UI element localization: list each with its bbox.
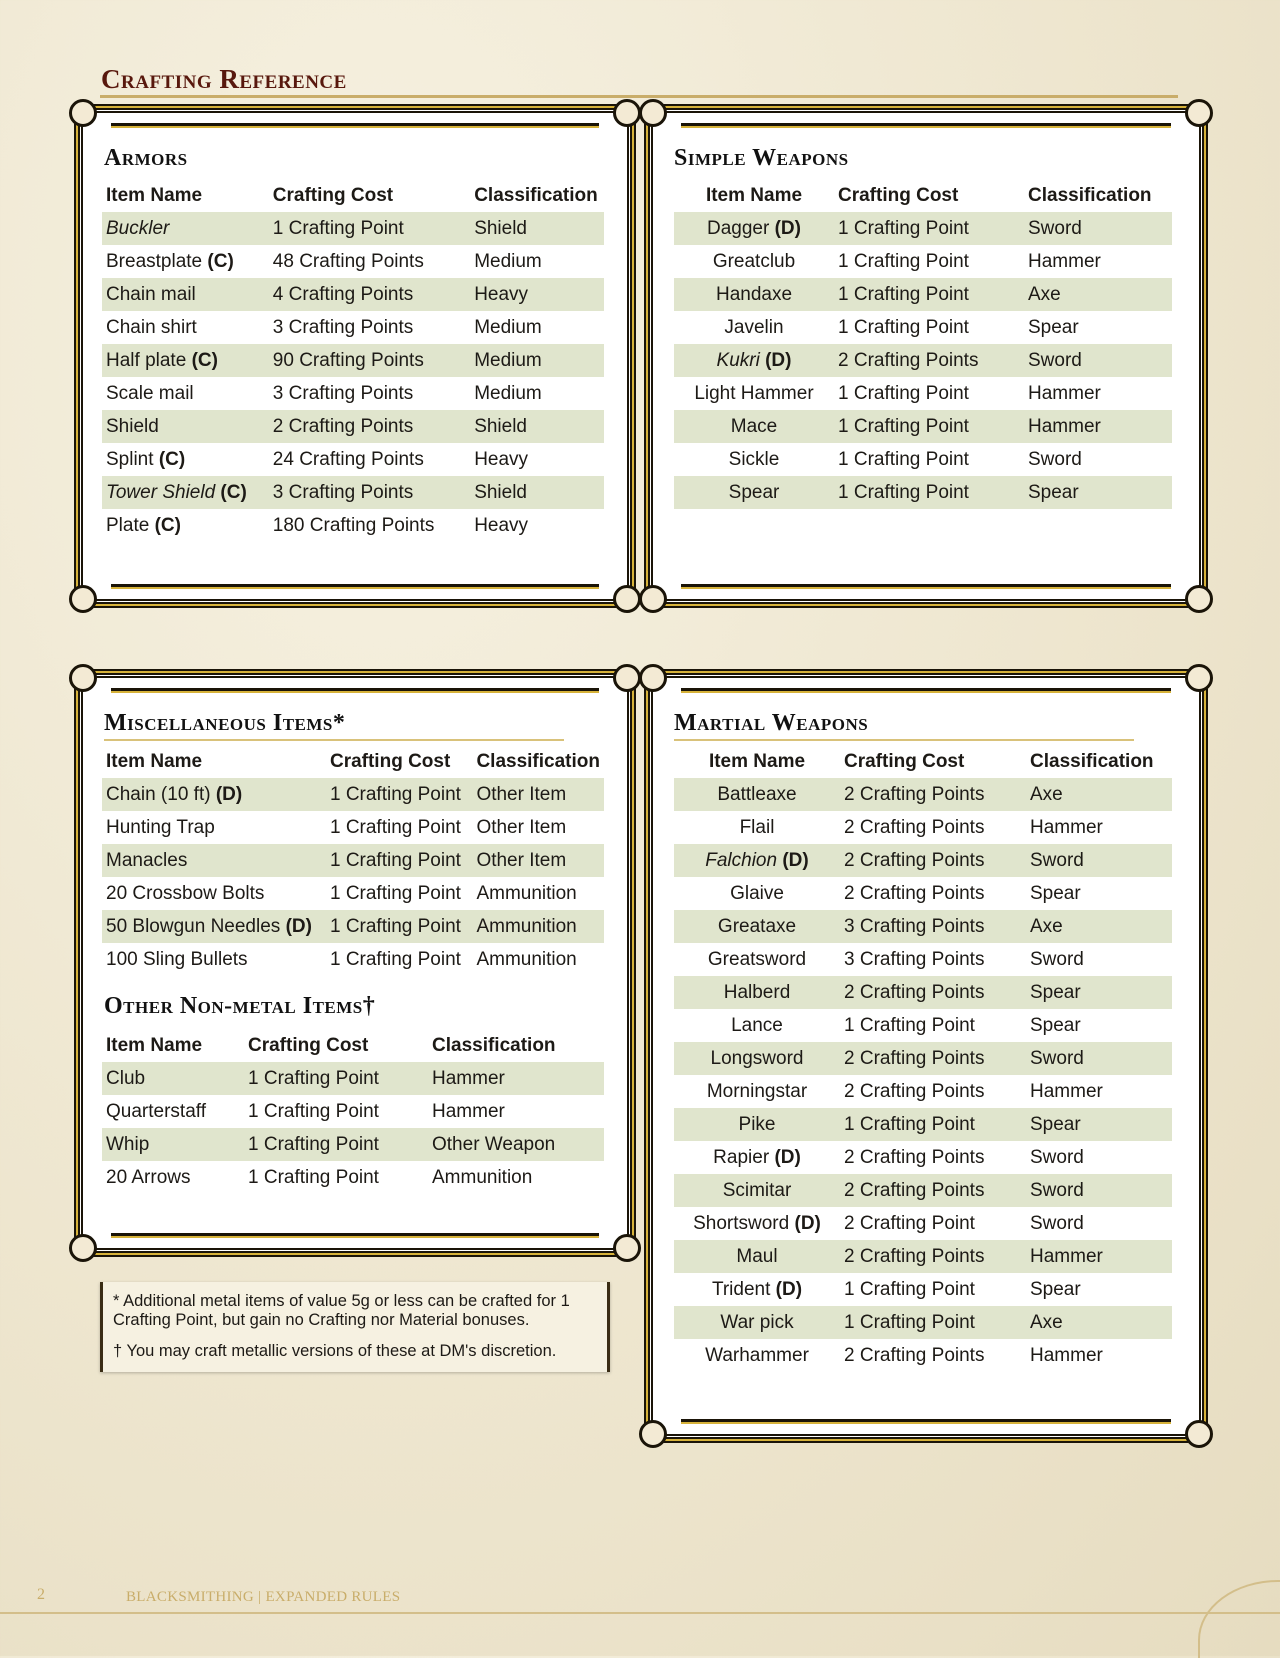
item-tag: (D) xyxy=(774,1146,801,1168)
classification-cell: Sword xyxy=(1026,1141,1172,1174)
simple-weapons-title: Simple Weapons xyxy=(674,145,849,171)
item-name: Greatsword xyxy=(707,948,807,970)
table-row xyxy=(102,476,604,509)
item-tag: (D) xyxy=(215,783,243,805)
crafting-cost-cell: 2 Crafting Points xyxy=(840,778,1026,811)
item-name: War pick xyxy=(720,1311,794,1333)
item-name-cell xyxy=(674,1174,840,1207)
classification-cell: Hammer xyxy=(1024,245,1172,278)
crafting-cost-cell: 3 Crafting Points xyxy=(840,943,1026,976)
crafting-cost-cell: 24 Crafting Points xyxy=(269,443,470,476)
item-name-cell xyxy=(102,910,326,943)
footnote-dagger: † You may craft metallic versions of these at DM's discretion. xyxy=(113,1342,557,1360)
item-name: Breastplate xyxy=(106,250,203,272)
table-row xyxy=(674,910,1172,943)
item-name-cell xyxy=(102,811,326,844)
item-name-cell xyxy=(102,877,326,910)
classification-cell: Axe xyxy=(1026,778,1172,811)
misc-title: Miscellaneous Items* xyxy=(104,710,564,741)
classification-cell: Other Item xyxy=(472,778,604,811)
item-name: Flail xyxy=(739,816,775,838)
classification-cell: Shield xyxy=(470,212,604,245)
classification-cell: Spear xyxy=(1026,1108,1172,1141)
classification-cell: Hammer xyxy=(428,1095,604,1128)
table-header-row xyxy=(102,1030,604,1062)
classification-cell: Spear xyxy=(1024,311,1172,344)
column-header: Item Name xyxy=(106,1035,203,1056)
item-name-cell xyxy=(674,1108,840,1141)
column-header: Crafting Cost xyxy=(838,185,959,206)
table-row xyxy=(674,1174,1172,1207)
classification-cell: Medium xyxy=(470,245,604,278)
classification-cell: Ammunition xyxy=(472,877,604,910)
item-name: Halberd xyxy=(723,981,791,1003)
crafting-cost-cell: 2 Crafting Points xyxy=(840,811,1026,844)
item-name-cell xyxy=(674,811,840,844)
crafting-cost-cell: 1 Crafting Point xyxy=(834,278,1024,311)
footnote-asterisk: * Additional metal items of value 5g or less can be crafted for 1 Crafting Point, but gain no Crafting nor Material bonuses. xyxy=(113,1292,570,1329)
table-row xyxy=(674,1009,1172,1042)
classification-cell: Spear xyxy=(1026,976,1172,1009)
item-name-cell xyxy=(102,278,269,311)
item-name-cell xyxy=(102,778,326,811)
crafting-cost-cell: 3 Crafting Points xyxy=(269,476,470,509)
item-tag: (C) xyxy=(158,448,186,470)
table-row xyxy=(674,278,1172,311)
crafting-cost-cell: 48 Crafting Points xyxy=(269,245,470,278)
item-name-cell xyxy=(674,1009,840,1042)
item-tag: (C) xyxy=(207,250,234,272)
table-row xyxy=(102,844,604,877)
column-header: Crafting Cost xyxy=(844,751,965,772)
item-name: 100 Sling Bullets xyxy=(106,948,248,970)
table-row xyxy=(102,245,604,278)
classification-cell: Ammunition xyxy=(472,910,604,943)
item-name-cell xyxy=(102,509,269,542)
crafting-cost-cell: 4 Crafting Points xyxy=(269,278,470,311)
item-tag: (D) xyxy=(794,1212,821,1234)
classification-cell: Spear xyxy=(1026,1009,1172,1042)
item-name: Morningstar xyxy=(706,1080,808,1102)
crafting-cost-cell: 2 Crafting Points xyxy=(840,1042,1026,1075)
item-name-cell xyxy=(674,943,840,976)
table-row xyxy=(102,509,604,542)
classification-cell: Heavy xyxy=(470,509,604,542)
martial-weapons-table xyxy=(674,746,1172,1372)
item-name: 20 Arrows xyxy=(106,1166,191,1188)
item-name: Club xyxy=(106,1067,146,1089)
classification-cell: Sword xyxy=(1026,844,1172,877)
item-name: Trident xyxy=(711,1278,771,1300)
martial-weapons-title: Martial Weapons xyxy=(674,710,1134,741)
table-row xyxy=(102,778,604,811)
classification-cell: Sword xyxy=(1024,443,1172,476)
item-name: Battleaxe xyxy=(717,783,797,805)
table-row xyxy=(674,245,1172,278)
item-name-cell xyxy=(102,476,269,509)
item-name: Greatclub xyxy=(712,250,796,272)
item-name: Shortsword xyxy=(693,1212,790,1234)
crafting-cost-cell: 1 Crafting Point xyxy=(840,1306,1026,1339)
table-row xyxy=(674,1141,1172,1174)
misc-table xyxy=(102,746,604,976)
table-row xyxy=(102,1062,604,1095)
item-tag: (D) xyxy=(765,349,792,371)
item-tag: (C) xyxy=(191,349,218,371)
classification-cell: Axe xyxy=(1026,1306,1172,1339)
item-name: Chain (10 ft) xyxy=(106,783,211,805)
item-name: Glaive xyxy=(730,882,784,904)
classification-cell: Axe xyxy=(1024,278,1172,311)
item-name: Javelin xyxy=(724,316,784,338)
crafting-cost-cell: 3 Crafting Points xyxy=(840,910,1026,943)
classification-cell: Sword xyxy=(1026,943,1172,976)
table-row xyxy=(674,311,1172,344)
item-name-cell xyxy=(102,410,269,443)
item-name: Falchion xyxy=(705,849,778,871)
item-name-cell xyxy=(102,943,326,976)
item-name: Handaxe xyxy=(715,283,793,305)
item-name: Maul xyxy=(736,1245,778,1267)
crafting-cost-cell: 2 Crafting Point xyxy=(840,1207,1026,1240)
classification-cell: Hammer xyxy=(1026,1075,1172,1108)
item-name: Buckler xyxy=(106,217,170,239)
item-name: 20 Crossbow Bolts xyxy=(106,882,265,904)
table-header-row xyxy=(102,746,604,778)
table-row xyxy=(674,1339,1172,1372)
column-header: Classification xyxy=(1030,751,1154,772)
item-tag: (D) xyxy=(782,849,809,871)
table-row xyxy=(674,443,1172,476)
simple-weapons-table xyxy=(674,180,1172,509)
classification-cell: Ammunition xyxy=(472,943,604,976)
item-name-cell xyxy=(674,1075,840,1108)
item-name-cell xyxy=(674,844,840,877)
item-name: Tower Shield xyxy=(106,481,216,503)
item-tag: (C) xyxy=(154,514,181,536)
item-tag: (D) xyxy=(285,915,312,937)
table-row xyxy=(102,1095,604,1128)
classification-cell: Axe xyxy=(1026,910,1172,943)
item-tag: (D) xyxy=(775,1278,803,1300)
item-name-cell xyxy=(102,443,269,476)
footer-text: BLACKSMITHING | EXPANDED RULES xyxy=(126,1589,401,1605)
table-row xyxy=(674,1207,1172,1240)
crafting-cost-cell: 1 Crafting Point xyxy=(326,877,472,910)
item-name-cell xyxy=(674,1207,840,1240)
classification-cell: Hammer xyxy=(1026,1339,1172,1372)
classification-cell: Other Item xyxy=(472,811,604,844)
classification-cell: Hammer xyxy=(1024,377,1172,410)
classification-cell: Shield xyxy=(470,410,604,443)
item-name-cell xyxy=(674,1141,840,1174)
item-name-cell xyxy=(674,443,834,476)
classification-cell: Ammunition xyxy=(428,1161,604,1194)
item-name-cell xyxy=(102,245,269,278)
item-name: Mace xyxy=(730,415,778,437)
classification-cell: Sword xyxy=(1026,1207,1172,1240)
item-name: Sickle xyxy=(728,448,780,470)
table-header-row xyxy=(674,746,1172,778)
item-name: Chain shirt xyxy=(106,316,197,338)
item-name-cell xyxy=(674,910,840,943)
nonmetal-title: Other Non-metal Items† xyxy=(104,993,376,1019)
item-name-cell xyxy=(674,1339,840,1372)
table-row xyxy=(102,443,604,476)
item-name-cell xyxy=(102,377,269,410)
crafting-cost-cell: 1 Crafting Point xyxy=(834,245,1024,278)
table-row xyxy=(674,778,1172,811)
crafting-cost-cell: 2 Crafting Points xyxy=(840,1339,1026,1372)
footnotes-box xyxy=(100,1282,610,1372)
classification-cell: Medium xyxy=(470,311,604,344)
item-name: Plate xyxy=(106,514,150,536)
crafting-cost-cell: 1 Crafting Point xyxy=(840,1009,1026,1042)
column-header: Classification xyxy=(474,185,598,206)
classification-cell: Hammer xyxy=(1026,1240,1172,1273)
crafting-cost-cell: 2 Crafting Points xyxy=(840,877,1026,910)
item-name-cell xyxy=(674,212,834,245)
column-header: Item Name xyxy=(708,751,806,772)
crafting-cost-cell: 1 Crafting Point xyxy=(326,811,472,844)
table-row xyxy=(102,311,604,344)
crafting-cost-cell: 2 Crafting Points xyxy=(840,1240,1026,1273)
classification-cell: Medium xyxy=(470,377,604,410)
table-row xyxy=(102,910,604,943)
crafting-cost-cell: 1 Crafting Point xyxy=(244,1128,428,1161)
crafting-cost-cell: 2 Crafting Points xyxy=(840,976,1026,1009)
table-row xyxy=(102,811,604,844)
column-header: Item Name xyxy=(705,185,803,206)
item-name-cell xyxy=(102,344,269,377)
classification-cell: Sword xyxy=(1026,1042,1172,1075)
item-name: Hunting Trap xyxy=(106,816,215,838)
table-row xyxy=(674,976,1172,1009)
item-name: Scimitar xyxy=(722,1179,792,1201)
classification-cell: Shield xyxy=(470,476,604,509)
crafting-cost-cell: 1 Crafting Point xyxy=(326,910,472,943)
item-name: Light Hammer xyxy=(694,382,814,404)
column-header: Crafting Cost xyxy=(272,185,394,206)
classification-cell: Heavy xyxy=(470,278,604,311)
crafting-cost-cell: 1 Crafting Point xyxy=(244,1095,428,1128)
item-name: Manacles xyxy=(106,849,188,871)
item-name-cell xyxy=(674,344,834,377)
item-name: Chain mail xyxy=(106,283,196,305)
item-name-cell xyxy=(674,1306,840,1339)
crafting-cost-cell: 1 Crafting Point xyxy=(834,311,1024,344)
classification-cell: Hammer xyxy=(1026,811,1172,844)
item-name-cell xyxy=(674,410,834,443)
crafting-cost-cell: 180 Crafting Points xyxy=(269,509,470,542)
item-name-cell xyxy=(674,1042,840,1075)
item-name: Warhammer xyxy=(705,1344,809,1366)
classification-cell: Sword xyxy=(1024,212,1172,245)
crafting-cost-cell: 1 Crafting Point xyxy=(326,844,472,877)
table-row xyxy=(674,1042,1172,1075)
table-row xyxy=(674,1108,1172,1141)
table-row xyxy=(102,943,604,976)
column-header: Classification xyxy=(1028,185,1152,206)
crafting-cost-cell: 1 Crafting Point xyxy=(834,443,1024,476)
crafting-cost-cell: 1 Crafting Point xyxy=(834,377,1024,410)
item-name-cell xyxy=(674,778,840,811)
item-name: Rapier xyxy=(713,1146,770,1168)
column-header: Classification xyxy=(432,1035,556,1056)
classification-cell: Other Weapon xyxy=(428,1128,604,1161)
crafting-cost-cell: 1 Crafting Point xyxy=(834,212,1024,245)
title-divider xyxy=(100,95,1178,98)
column-header: Classification xyxy=(476,751,600,772)
table-row xyxy=(674,1240,1172,1273)
table-row xyxy=(674,943,1172,976)
item-name-cell xyxy=(674,976,840,1009)
item-name: Half plate xyxy=(106,349,187,371)
table-header-row xyxy=(674,180,1172,212)
crafting-cost-cell: 2 Crafting Points xyxy=(840,844,1026,877)
item-tag: (D) xyxy=(774,217,801,239)
page-title: Crafting Reference xyxy=(101,64,347,94)
nonmetal-table xyxy=(102,1030,604,1194)
classification-cell: Sword xyxy=(1026,1174,1172,1207)
column-header: Item Name xyxy=(106,751,203,772)
classification-cell: Other Item xyxy=(472,844,604,877)
classification-cell: Sword xyxy=(1024,344,1172,377)
item-name-cell xyxy=(674,1240,840,1273)
item-name: Longsword xyxy=(710,1047,804,1069)
item-name-cell xyxy=(102,212,269,245)
crafting-cost-cell: 2 Crafting Points xyxy=(840,1174,1026,1207)
table-row xyxy=(102,344,604,377)
crafting-cost-cell: 3 Crafting Points xyxy=(269,377,470,410)
item-name-cell xyxy=(674,1273,840,1306)
crafting-cost-cell: 1 Crafting Point xyxy=(834,410,1024,443)
item-name-cell xyxy=(102,1161,244,1194)
table-row xyxy=(674,410,1172,443)
item-name-cell xyxy=(102,311,269,344)
column-header: Crafting Cost xyxy=(248,1035,369,1056)
item-name-cell xyxy=(102,1062,244,1095)
crafting-cost-cell: 90 Crafting Points xyxy=(269,344,470,377)
item-name: Spear xyxy=(728,481,780,503)
item-name-cell xyxy=(102,1095,244,1128)
item-tag: (C) xyxy=(220,481,247,503)
item-name-cell xyxy=(674,476,834,509)
table-row xyxy=(102,410,604,443)
crafting-cost-cell: 1 Crafting Point xyxy=(244,1161,428,1194)
table-row xyxy=(674,344,1172,377)
table-row xyxy=(674,1273,1172,1306)
table-row xyxy=(674,377,1172,410)
item-name-cell xyxy=(674,311,834,344)
table-row xyxy=(102,877,604,910)
crafting-cost-cell: 1 Crafting Point xyxy=(244,1062,428,1095)
item-name-cell xyxy=(674,377,834,410)
item-name-cell xyxy=(102,1128,244,1161)
item-name: Dagger xyxy=(707,217,770,239)
item-name: Lance xyxy=(731,1014,783,1036)
crafting-cost-cell: 2 Crafting Points xyxy=(834,344,1024,377)
item-name: Splint xyxy=(106,448,154,470)
table-row xyxy=(102,212,604,245)
item-name: Whip xyxy=(106,1133,150,1155)
page-number: 2 xyxy=(37,1586,45,1603)
table-header-row xyxy=(102,180,604,212)
classification-cell: Spear xyxy=(1026,877,1172,910)
table-row xyxy=(674,212,1172,245)
armors-table xyxy=(102,180,604,542)
table-row xyxy=(674,811,1172,844)
item-name: Pike xyxy=(738,1113,776,1135)
crafting-cost-cell: 2 Crafting Points xyxy=(269,410,470,443)
item-name: Scale mail xyxy=(106,382,194,404)
crafting-cost-cell: 1 Crafting Point xyxy=(326,943,472,976)
table-row xyxy=(674,844,1172,877)
crafting-cost-cell: 1 Crafting Point xyxy=(269,212,470,245)
item-name-cell xyxy=(674,877,840,910)
item-name-cell xyxy=(674,245,834,278)
classification-cell: Medium xyxy=(470,344,604,377)
classification-cell: Spear xyxy=(1024,476,1172,509)
crafting-cost-cell: 3 Crafting Points xyxy=(269,311,470,344)
crafting-cost-cell: 2 Crafting Points xyxy=(840,1141,1026,1174)
item-name-cell xyxy=(674,278,834,311)
table-row xyxy=(674,1306,1172,1339)
footer-ornament xyxy=(1198,1580,1280,1658)
classification-cell: Heavy xyxy=(470,443,604,476)
classification-cell: Hammer xyxy=(1024,410,1172,443)
item-name: Kukri xyxy=(716,349,760,371)
crafting-cost-cell: 1 Crafting Point xyxy=(840,1108,1026,1141)
item-name: 50 Blowgun Needles xyxy=(106,915,281,937)
item-name-cell xyxy=(102,844,326,877)
column-header: Item Name xyxy=(106,185,203,206)
table-row xyxy=(102,1161,604,1194)
crafting-cost-cell: 1 Crafting Point xyxy=(834,476,1024,509)
crafting-cost-cell: 1 Crafting Point xyxy=(840,1273,1026,1306)
crafting-cost-cell: 2 Crafting Points xyxy=(840,1075,1026,1108)
item-name: Greataxe xyxy=(717,915,797,937)
item-name: Shield xyxy=(106,415,159,437)
footer-line xyxy=(0,1612,1280,1614)
table-row xyxy=(674,476,1172,509)
classification-cell: Spear xyxy=(1026,1273,1172,1306)
table-row xyxy=(102,377,604,410)
column-header: Crafting Cost xyxy=(329,751,451,772)
table-row xyxy=(674,1075,1172,1108)
crafting-cost-cell: 1 Crafting Point xyxy=(326,778,472,811)
table-row xyxy=(102,1128,604,1161)
table-row xyxy=(102,278,604,311)
classification-cell: Hammer xyxy=(428,1062,604,1095)
armors-title: Armors xyxy=(104,145,188,171)
table-row xyxy=(674,877,1172,910)
item-name: Quarterstaff xyxy=(106,1100,206,1122)
